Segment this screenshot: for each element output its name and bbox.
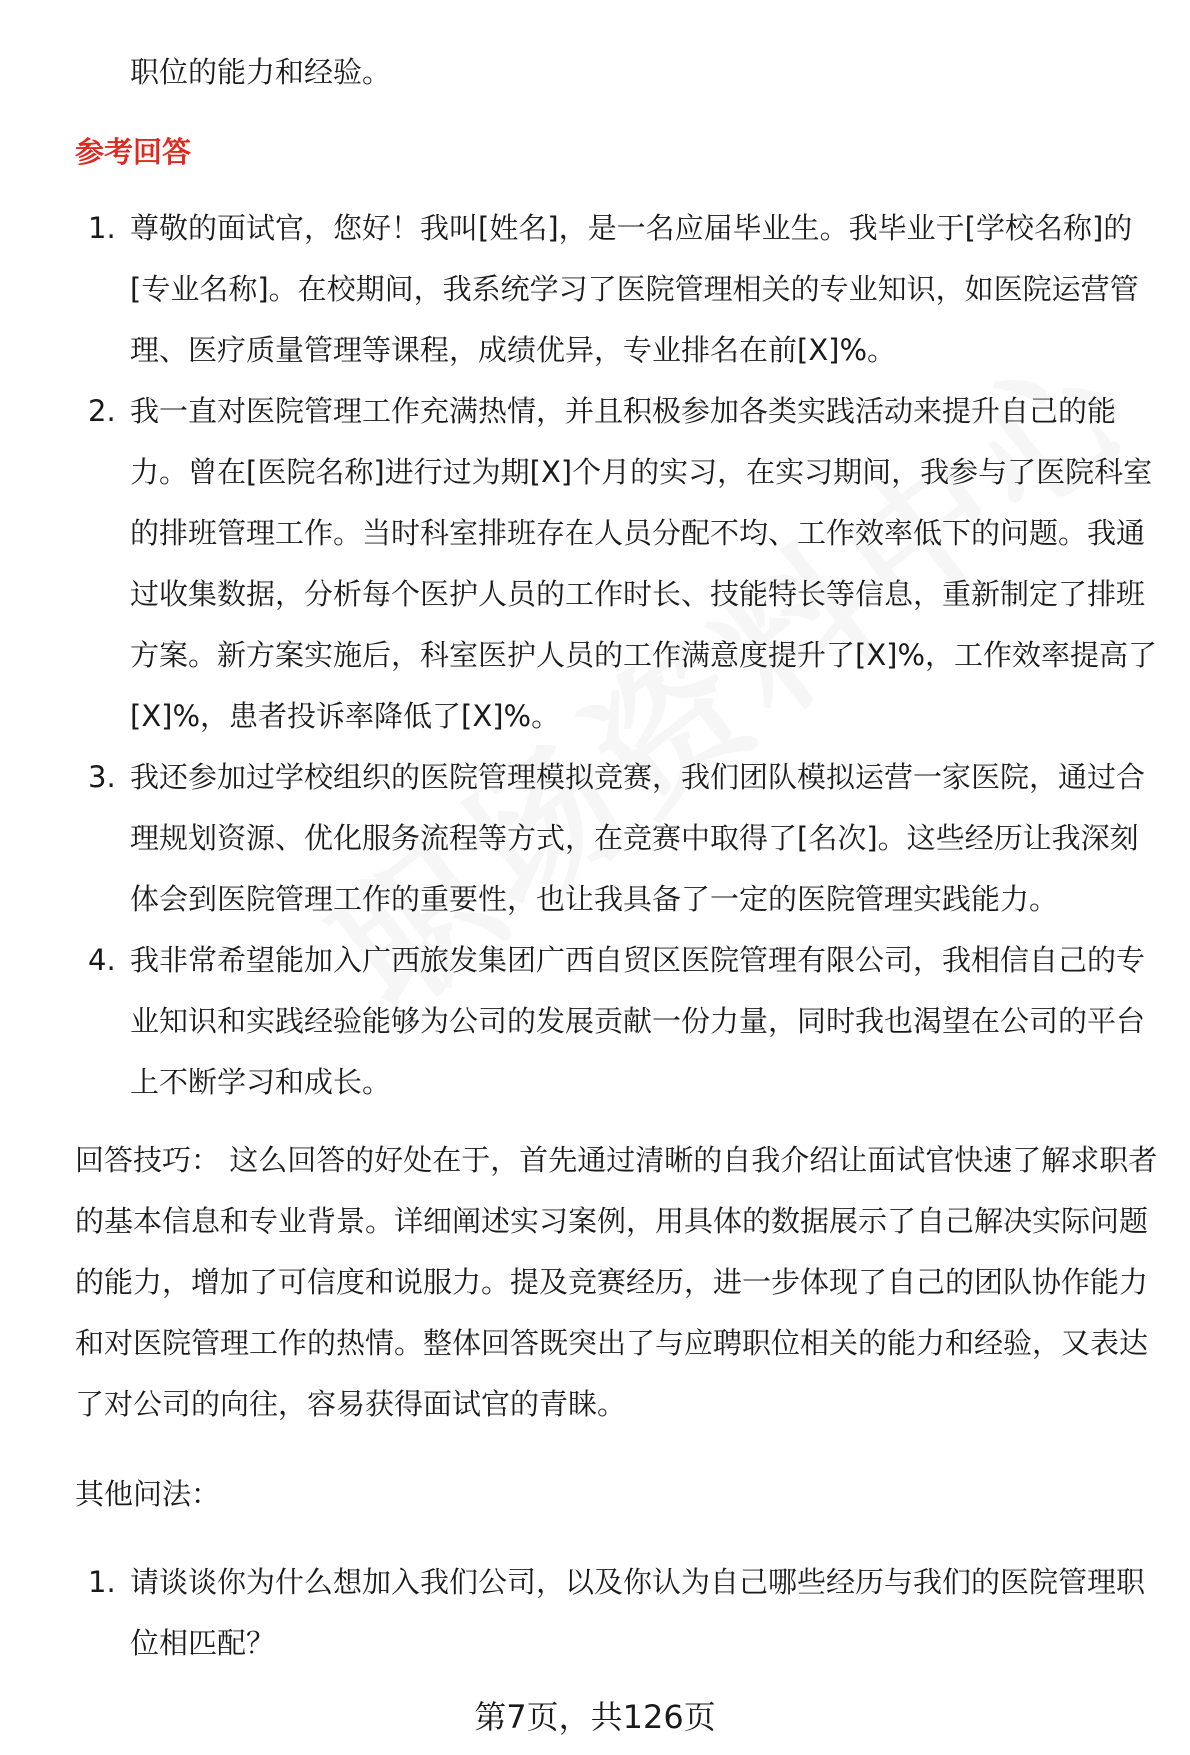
list-item-text: 尊敬的面试官，您好！我叫[姓名]，是一名应届毕业生。我毕业于[学校名称]的[专业名称]。在校期间，我系统学习了医院管理相关的专业知识，如医院运营管理、医疗质量管理等课程，成绩优异，专业排名在前[X]%。 xyxy=(130,211,1139,367)
tips-text: 这么回答的好处在于，首先通过清晰的自我介绍让面试官快速了解求职者的基本信息和专业背景。详细阐述实习案例，用具体的数据展示了自己解决实际问题的能力，增加了可信度和说服力。提及竞赛经历，进一步体现了自己的团队协作能力和对医院管理工作的热情。整体回答既突出了与应聘职位相关的能力和经验，又表达了对公司的向往，容易获得面试官的青睐。 xyxy=(75,1143,1158,1421)
list-item-text: 我一直对医院管理工作充满热情，并且积极参加各类实践活动来提升自己的能力。曾在[医院名称]进行过为期[X]个月的实习，在实习期间，我参与了医院科室的排班管理工作。当时科室排班存在人员分配不均、工作效率低下的问题。我通过收集数据，分析每个医护人员的工作时长、技能特长等信息，重新制定了排班方案。新方案实施后，科室医护人员的工作满意度提升了[X]%，工作效率提高了[X]%，患者投诉率降低了[X]%。 xyxy=(130,394,1158,733)
answer-list xyxy=(75,198,1165,1113)
list-item xyxy=(75,1552,1165,1674)
other-questions-label: 其他问法： xyxy=(75,1477,221,1511)
list-number: 4. xyxy=(88,943,116,977)
tips-label: 回答技巧： xyxy=(75,1143,221,1177)
list-number: 2. xyxy=(88,394,116,428)
list-item xyxy=(75,747,1165,930)
list-item-text: 我非常希望能加入广西旅发集团广西自贸区医院管理有限公司，我相信自己的专业知识和实践经验能够为公司的发展贡献一份力量，同时我也渴望在公司的平台上不断学习和成长。 xyxy=(130,943,1146,1099)
list-item xyxy=(75,198,1165,381)
list-item-text: 请谈谈你为什么想加入我们公司，以及你认为自己哪些经历与我们的医院管理职位相匹配？ xyxy=(130,1565,1146,1660)
list-number: 1. xyxy=(88,211,116,245)
section-heading: 参考回答 xyxy=(75,135,192,169)
page-footer: 第7页，共126页 xyxy=(474,1698,716,1736)
answer-tips xyxy=(75,1130,1170,1435)
list-item-text: 我还参加过学校组织的医院管理模拟竞赛，我们团队模拟运营一家医院，通过合理规划资源、优化服务流程等方式，在竞赛中取得了[名次]。这些经历让我深刻体会到医院管理工作的重要性，也让我具备了一定的医院管理实践能力。 xyxy=(130,760,1146,916)
list-item xyxy=(75,381,1165,747)
alt-question-list xyxy=(75,1552,1165,1674)
list-number: 1. xyxy=(88,1565,116,1599)
continuation-text: 职位的能力和经验。 xyxy=(130,55,392,89)
list-number: 3. xyxy=(88,760,116,794)
list-item xyxy=(75,930,1165,1113)
